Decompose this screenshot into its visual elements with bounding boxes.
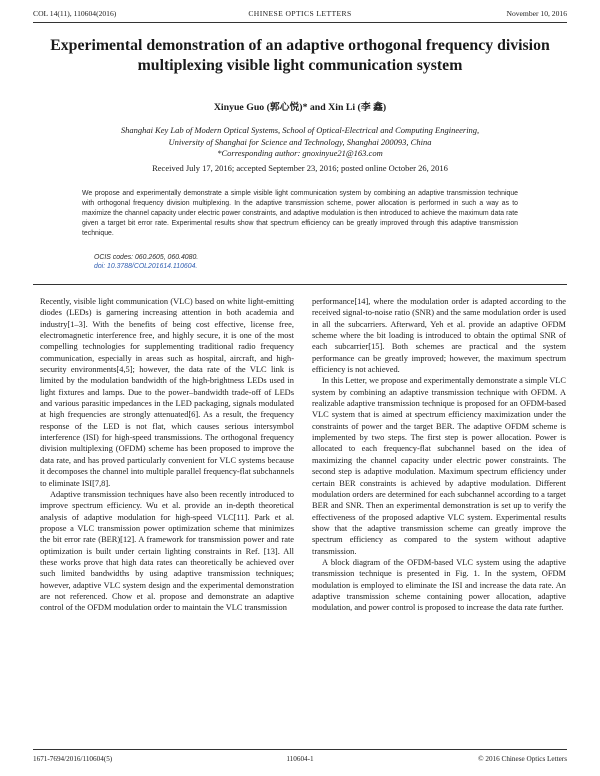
abstract: We propose and experimentally demonstrate a simple visible light communication system by combining an adaptive transmission technique with orthogonal frequency division multiplexing. In the adaptive transmission scheme, power allocation is performed in such a way as to maximize the channel capacity under electric power constraints, and adaptive modulation is then introduced to achieve the maximum data rate given a target bit error rate. Experimental results show that spectrum efficiency can be greatly improved through this adaptive transmission technique.: [82, 190, 518, 238]
footer-rule: [33, 749, 567, 750]
running-header: [33, 9, 567, 21]
doi-link[interactable]: doi: 10.3788/COL201614.110604.: [94, 263, 198, 270]
ocis-codes: OCIS codes: 060.2605, 060.4080.: [94, 254, 199, 261]
header-journal: CHINESE OPTICS LETTERS: [248, 9, 352, 18]
body-paragraph: Adaptive transmission techniques have also been recently introduced to improve spectrum efficiency. Wu et al. provide an in-depth theoretical analysis of adaptive modulation for high-speed VLC[11]. Park et al. propose a VLC transmission power optimization scheme that minimizes the bit error rate (BER)[12]. A framework for transmission power and rate optimization is built under certain lighting constraints in Ref. [13]. All these works prove that high data rates can theoretically be achieved over such limited bandwidths by using adaptive transmission techniques; however, adaptive VLC system design and the experimental demonstration are not referenced. Chow et al. propose and demonstrate an adaptive control of the OFDM modulation order to maintain the VLC transmission: [40, 489, 294, 613]
corresponding-author: *Corresponding author: gnoxinyue21@163.com: [217, 148, 383, 158]
affiliation-line: University of Shanghai for Science and Technology, Shanghai 200093, China: [168, 136, 432, 147]
paper-title: Experimental demonstration of an adaptive orthogonal frequency division multiplexing visible light communication system: [50, 37, 550, 74]
footer-copyright: © 2016 Chinese Optics Letters: [478, 755, 567, 763]
abstract-rule: [33, 284, 567, 285]
body-paragraph: In this Letter, we propose and experimentally demonstrate a simple VLC system by combining an adaptive transmission technique with OFDM. A realizable adaptive transmission technique is proposed for an OFDM-based VLC system that is aimed at spectrum efficiency maximization under the constraints of power and the target BER. The adaptive OFDM scheme is implemented by two steps. The first step is power allocation. Power is allocated to each frequency-flat subchannel based on the idea of maximizing the channel capacity under electric power constraints. The second step is adaptive modulation. Maximum spectrum efficiency under certain BER constraints is achieved by adaptive modulation. Different modulation orders are determined for each subchannel according to a target BER and SNR. Then an experimental demonstration is set up to verify the effectiveness of the proposed adaptive VLC system. Experimental results show that the adaptive transmission scheme can greatly improve the spectrum efficiency as compared to the system without adaptive transmission.: [312, 376, 566, 556]
header-date: November 10, 2016: [506, 9, 567, 18]
page-footer: [33, 755, 567, 766]
footer-issn: 1671-7694/2016/110604(5): [33, 755, 113, 763]
affiliation-line: Shanghai Key Lab of Modern Optical Systems, School of Optical-Electrical and Computing Engineering,: [120, 125, 480, 135]
body-column-right: [312, 296, 566, 614]
footer-page-number: 110604-1: [286, 755, 314, 763]
body-paragraph: Recently, visible light communication (VLC) based on white light-emitting diodes (LEDs) is garnering increasing attention in both academia and industry[1–3]. With the benefits of being cost effective, license free, electromagnetic interference free, and highly secure, it is one of the most compelling technologies for supplementing traditional radio frequency communication, especially in areas such as hospital, aircraft, and high-security environments[4,5]; however, the data rate of the VLC link is limited by the modulation bandwidth of the high-brightness LEDs used in light fixtures and lamps. Due to the power–bandwidth trade-off of LEDs and various parasitic impedances in the LED packaging, signals modulated at high frequencies are strongly attenuated[6]. As a result, the frequency response of the LED is not flat, which causes serious intersymbol interference (ISI) for high-speed transmissions. The orthogonal frequency division multiplexing (OFDM) scheme has been proposed to improve the data rate, and has proved particularly convenient for VLC systems because it decomposes the channel into multiple parallel frequency-flat subchannels to eliminate ISI[7,8].: [40, 297, 294, 488]
affiliation: [40, 125, 560, 160]
received-dates: Received July 17, 2016; accepted September 23, 2016; posted online October 26, 2016: [152, 163, 448, 173]
body-column-left: [40, 296, 294, 614]
header-citation: COL 14(11), 110604(2016): [33, 9, 117, 18]
header-rule: [33, 22, 567, 23]
body-paragraph: performance[14], where the modulation order is adapted according to the received signal-to-noise ratio (SNR) and the same modulation order is used in all the subcarriers. Afterward, Yeh et al. provide an adaptive OFDM scheme where the bit loading is introduced to obtain the optimal SNR of each subcarrier[15]. Both schemes are practical and the system performance can be greatly improved; however, the maximum spectrum efficiency is not achieved.: [312, 297, 566, 375]
authors: Xinyue Guo (郭心悦)* and Xin Li (李 鑫): [213, 102, 387, 113]
body-paragraph: A block diagram of the OFDM-based VLC system using the adaptive transmission technique is presented in Fig. 1. In the system, OFDM modulation is employed to eliminate the ISI and increase the data rate. An adaptive transmission scheme containing power allocation, adaptive modulation, and power control is proposed to increase the data rate further.: [312, 557, 566, 613]
